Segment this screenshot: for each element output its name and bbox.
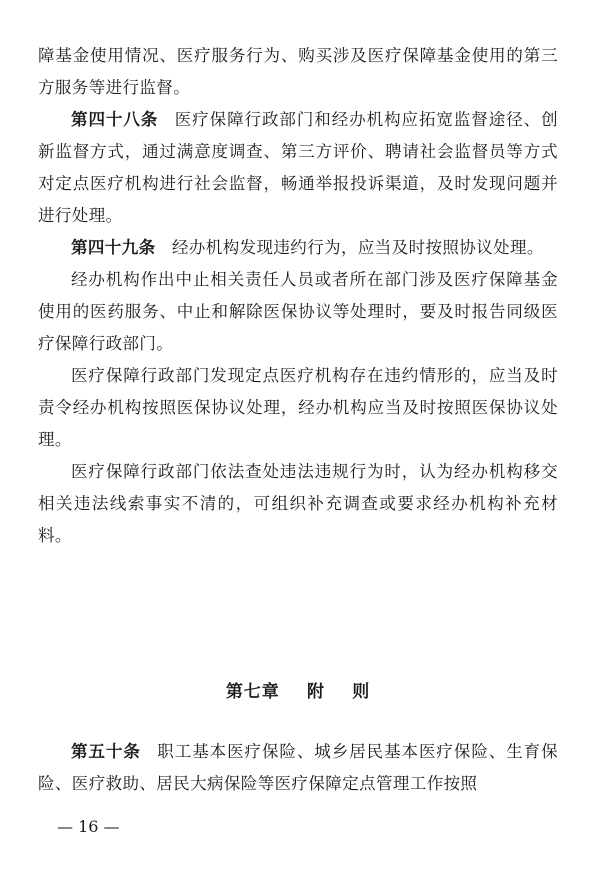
article-number: 第五十条 <box>71 742 141 761</box>
paragraph-text: 医疗保障行政部门依法查处违法违规行为时，认为经办机构移交相关违法线索事实不清的，可组织补充调查或要求经办机构补充材料。 <box>38 462 558 545</box>
paragraph <box>38 360 558 456</box>
article-number: 第四十八条 <box>71 110 159 129</box>
paragraph-text: 医疗保障行政部门发现定点医疗机构存在违约情形的，应当及时责令经办机构按照医保协议处理，经办机构应当及时按照医保协议处理。 <box>38 366 558 449</box>
body-text-top <box>38 40 558 552</box>
page-number: — 16 — <box>57 817 120 836</box>
chapter-name-part: 则 <box>352 682 371 702</box>
chapter-heading <box>38 676 558 708</box>
paragraph-text: 职工基本医疗保险、城乡居民基本医疗保险、生育保险、医疗救助、居民大病保险等医疗保障定点管理工作按照 <box>38 742 559 793</box>
paragraph-text: 经办机构作出中止相关责任人员或者所在部门涉及医疗保障基金使用的医药服务、中止和解除医保协议等处理时，要及时报告同级医疗保障行政部门。 <box>38 270 558 353</box>
article-48 <box>38 104 558 232</box>
chapter-name-part: 附 <box>307 682 325 702</box>
paragraph <box>38 264 558 360</box>
paragraph <box>38 456 558 552</box>
paragraph-text: 障基金使用情况、医疗服务行为、购买涉及医疗保障基金使用的第三方服务等进行监督。 <box>38 46 558 97</box>
article-number: 第四十九条 <box>71 238 156 257</box>
body-text-bottom <box>38 736 558 800</box>
paragraph <box>38 40 558 104</box>
article-49 <box>38 232 558 264</box>
paragraph-text: 经办机构发现违约行为，应当及时按照协议处理。 <box>172 238 544 257</box>
article-50 <box>38 736 558 800</box>
paragraph-text: 医疗保障行政部门和经办机构应拓宽监督途径、创新监督方式，通过满意度调查、第三方评价、聘请社会监督员等方式对定点医疗机构进行社会监督，畅通举报投诉渠道，及时发现问题并进行处理。 <box>38 110 558 225</box>
chapter-number: 第七章 <box>225 682 280 702</box>
